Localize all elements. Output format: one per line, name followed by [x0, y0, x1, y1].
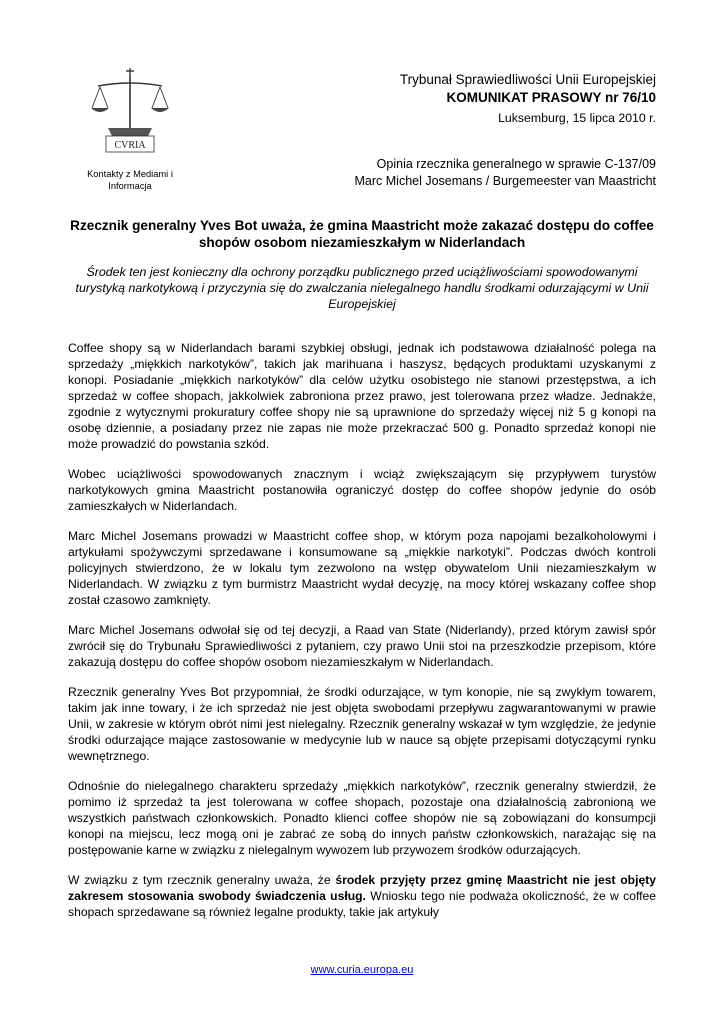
bold-text-run: środek przyjęty przez gminę Maastricht nie jest objęty zakresem stosowania swobody świadczenia usług.: [68, 873, 657, 903]
headline: Rzecznik generalny Yves Bot uważa, że gmina Maastricht może zakazać dostępu do coffee shopów osobom niezamieszkałym w Niderlandach: [70, 218, 654, 250]
text-run: Wniosku tego nie podważa okoliczność, że w coffee shopach sprzedawane są również legalne produkty, takie jak artykuły: [68, 889, 656, 919]
paragraph: Odnośnie do nielegalnego charakteru sprzedaży „miękkich narkotyków”, rzecznik generalny stwierdził, że pomimo iż sprzedaż ta jest tolerowana w coffee shopach, pozostaje ona działalnością zabronioną we wszystkich państwach członkowskich. Ponadto klienci coffee shopów nie są zobowiązani do konsumpcji konopi na miejscu, lecz mogą oni je zabrać ze sobą do innych państw członkowskich, narażając się na postępowanie karne w związku z nielegalnym wywozem lub przywozem środków odurzających.: [68, 779, 656, 857]
opinion-parties: Marc Michel Josemans / Burgemeester van Maastricht: [354, 174, 656, 188]
paragraph: Rzecznik generalny Yves Bot przypomniał, że środki odurzające, w tym konopie, nie są zwykłym towarem, takim jak inne towary, i że ich sprzedaż nie jest objęta swobodami przepływu zagwarantowanymi w prawie Unii, w zakresie w którym obrót nimi jest nielegalny. Rzecznik generalny wskazał w tym względzie, że jedynie środki odurzające mające zastosowanie w medycynie lub w nauce są objęte przepisami dotyczącymi rynku wewnętrznego.: [68, 685, 656, 763]
media-contacts-label: Kontakty z Mediami i Informacja: [87, 169, 173, 191]
body-text: [68, 340, 656, 934]
place-date: Luksemburg, 15 lipca 2010 r.: [498, 111, 656, 125]
subtitle: Środek ten jest konieczny dla ochrony porządku publicznego przed uciążliwościami spowodowanymi turystyką narkotykową i przyczynia się do zwalczania nielegalnego handlu środkami odurzającymi w Unii Europejskiej: [75, 265, 649, 311]
text-run: W związku z tym rzecznik generalny uważa, że: [68, 873, 336, 887]
scales-of-justice-icon: [88, 66, 172, 158]
paragraph-last: [68, 872, 656, 920]
opinion-reference: [355, 156, 657, 190]
paragraph: Coffee shopy są w Niderlandach barami szybkiej obsługi, jednak ich podstawowa działalność polega na sprzedaży „miękkich narkotyków”, takich jak marihuana i haszysz, będących produktami uzyskanymi z konopi. Posiadanie „miękkich narkotyków” dla celów użytku osobistego nie stanowi przestępstwa, a ich sprzedaż w coffee shopach, jakkolwiek zabroniona przez prawo, jest tolerowana przez władze. Jednakże, zgodnie z wytycznymi prokuratury coffee shopy nie są uprawnione do sprzedaży więcej niż 5 g konopi na osobę dziennie, a posiadany przez nie zapas nie może przekraczać 500 g. Ponadto sprzedaż konopi nie może prowadzić do powstania szkód.: [68, 341, 656, 451]
press-header: [400, 71, 656, 127]
paragraph: Marc Michel Josemans prowadzi w Maastricht coffee shop, w którym poza napojami bezalkoholowymi i artykułami spożywczymi sprzedawane i konsumowane są „miękkie narkotyki”. Podczas dwóch kontroli policyjnych stwierdzono, że w lokalu tym zezwolono na wstęp obywatelom Unii niezamieszkałym w Niderlandach. W związku z tym burmistrz Maastricht wydał decyzję, na mocy której wskazany coffee shop został czasowo zamknięty.: [68, 529, 656, 607]
opinion-case: Opinia rzecznika generalnego w sprawie C-137/09: [376, 157, 656, 171]
footer: [0, 964, 724, 976]
court-name: Trybunał Sprawiedliwości Unii Europejskiej: [399, 72, 656, 87]
paragraph: Marc Michel Josemans odwołał się od tej decyzji, a Raad van State (Niderlandy), przed którym zawisł spór zwrócił się do Trybunału Sprawiedliwości z pytaniem, czy prawo Unii stoi na przeszkodzie przepisom, które zakazują dostępu do coffee shopów osobom niezamieszkałym w Niderlandach.: [68, 623, 656, 669]
logo-wordmark: CVRIA: [114, 140, 146, 151]
curia-website-link[interactable]: www.curia.europa.eu: [310, 964, 414, 976]
press-release-number: KOMUNIKAT PRASOWY nr 76/10: [446, 90, 656, 105]
paragraph: Wobec uciążliwości spowodowanych znacznym i wciąż zwiększającym się przypływem turystów narkotykowych gmina Maastricht postanowiła ograniczyć dostęp do coffee shopów jedynie do osób zamieszkałych w Niderlandach.: [68, 467, 656, 513]
cvria-logo: [88, 66, 172, 158]
